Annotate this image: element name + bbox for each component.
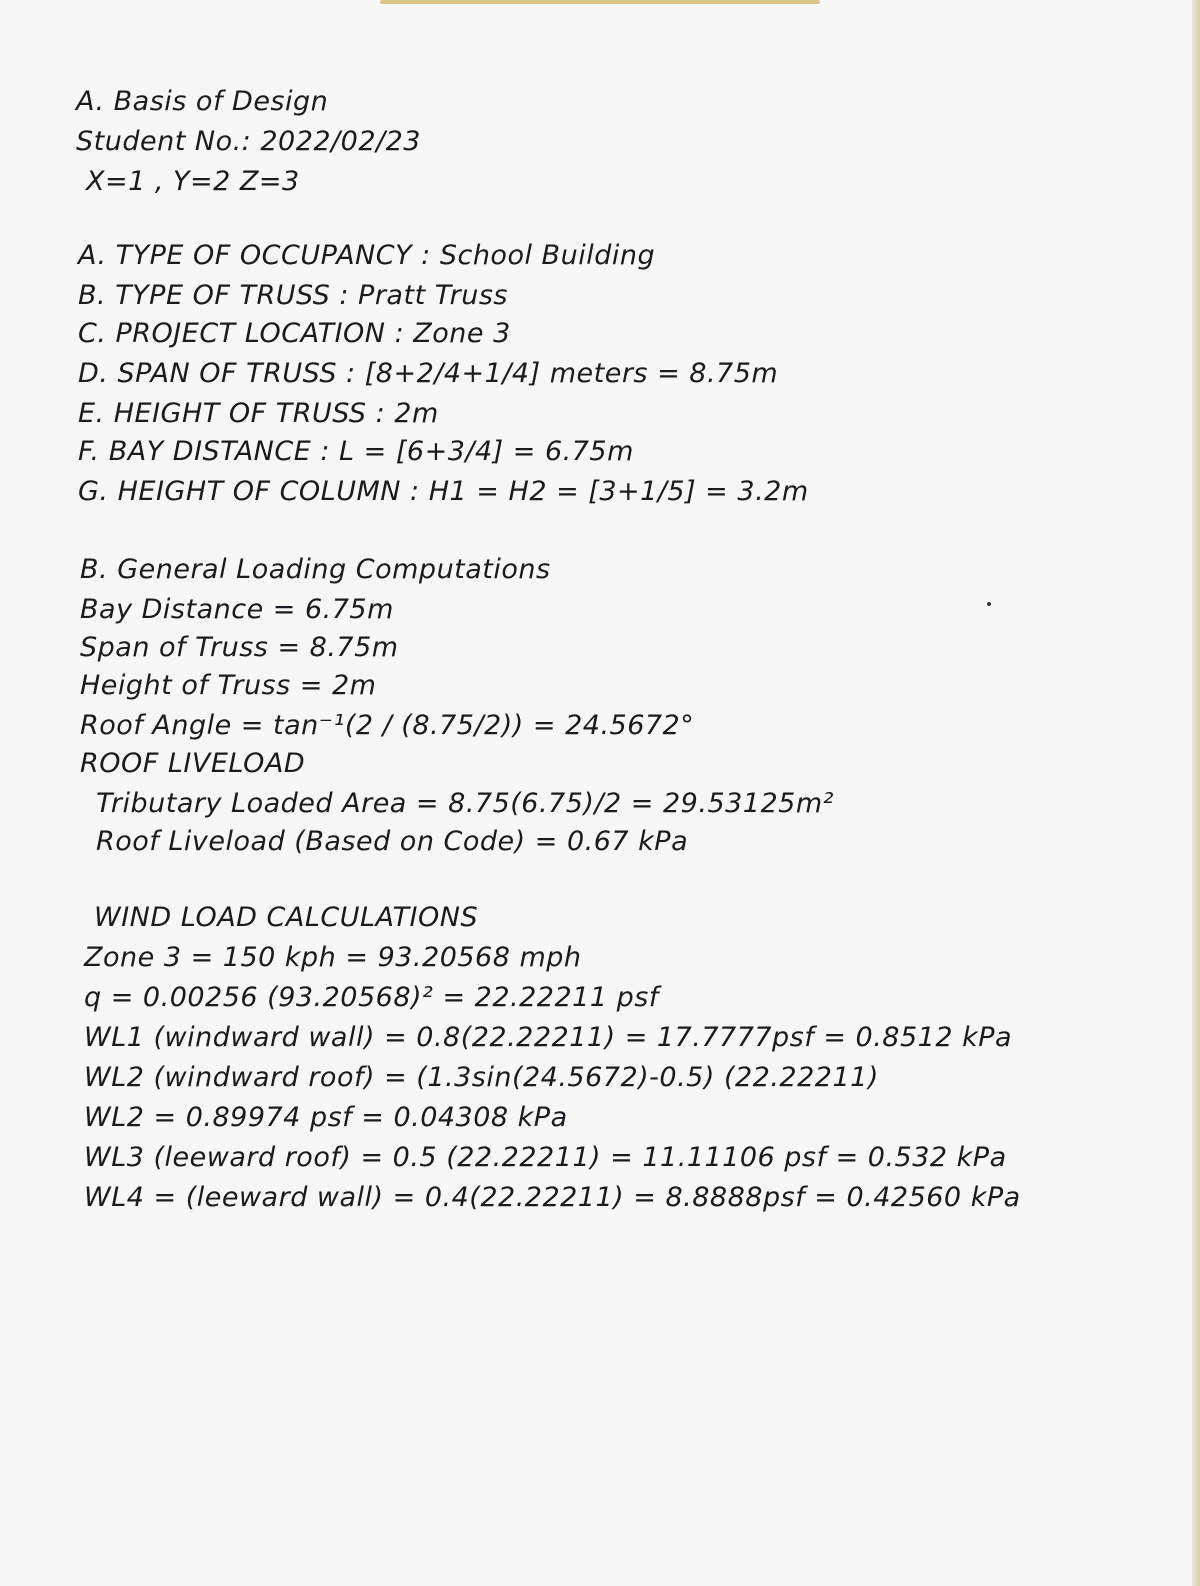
general-roof-angle: Roof Angle = tan⁻¹(2 / (8.75/2)) = 24.5672° xyxy=(80,710,695,741)
general-span: Span of Truss = 8.75m xyxy=(80,632,399,663)
param-truss-type: B. TYPE OF TRUSS : Pratt Truss xyxy=(78,280,508,311)
basis-heading: A. Basis of Design xyxy=(76,86,329,117)
roof-liveload-heading: ROOF LIVELOAD xyxy=(80,748,306,779)
general-heading: B. General Loading Computations xyxy=(80,554,551,585)
wind-wl2-formula: WL2 (windward roof) = (1.3sin(24.5672)-0.5) (22.22211) xyxy=(84,1062,879,1093)
roof-liveload-value: Roof Liveload (Based on Code) = 0.67 kPa xyxy=(96,826,689,857)
wind-heading: WIND LOAD CALCULATIONS xyxy=(94,902,479,933)
param-location: C. PROJECT LOCATION : Zone 3 xyxy=(78,318,511,349)
wind-wl3: WL3 (leeward roof) = 0.5 (22.22211) = 11.11106 psf = 0.532 kPa xyxy=(84,1142,1007,1173)
stray-ink-dot xyxy=(987,602,991,606)
paper-edge xyxy=(1192,0,1200,1586)
param-column-height: G. HEIGHT OF COLUMN : H1 = H2 = [3+1/5] = 3.2m xyxy=(78,476,809,507)
tributary-area: Tributary Loaded Area = 8.75(6.75)/2 = 29.53125m² xyxy=(96,788,834,819)
general-bay-distance: Bay Distance = 6.75m xyxy=(80,594,394,625)
general-height: Height of Truss = 2m xyxy=(80,670,377,701)
xyz-values: X=1 , Y=2 Z=3 xyxy=(86,166,300,197)
wind-zone-speed: Zone 3 = 150 kph = 93.20568 mph xyxy=(84,942,582,973)
param-occupancy: A. TYPE OF OCCUPANCY : School Building xyxy=(78,240,656,271)
param-bay-distance: F. BAY DISTANCE : L = [6+3/4] = 6.75m xyxy=(78,436,634,467)
top-edge-strip xyxy=(380,0,820,4)
param-truss-height: E. HEIGHT OF TRUSS : 2m xyxy=(78,398,439,429)
wind-pressure-q: q = 0.00256 (93.20568)² = 22.22211 psf xyxy=(84,982,659,1013)
wind-wl4: WL4 = (leeward wall) = 0.4(22.22211) = 8.8888psf = 0.42560 kPa xyxy=(84,1182,1021,1213)
student-number: Student No.: 2022/02/23 xyxy=(76,126,421,157)
param-span: D. SPAN OF TRUSS : [8+2/4+1/4] meters = 8.75m xyxy=(78,358,779,389)
wind-wl2-result: WL2 = 0.89974 psf = 0.04308 kPa xyxy=(84,1102,568,1133)
wind-wl1: WL1 (windward wall) = 0.8(22.22211) = 17.7777psf = 0.8512 kPa xyxy=(84,1022,1013,1053)
